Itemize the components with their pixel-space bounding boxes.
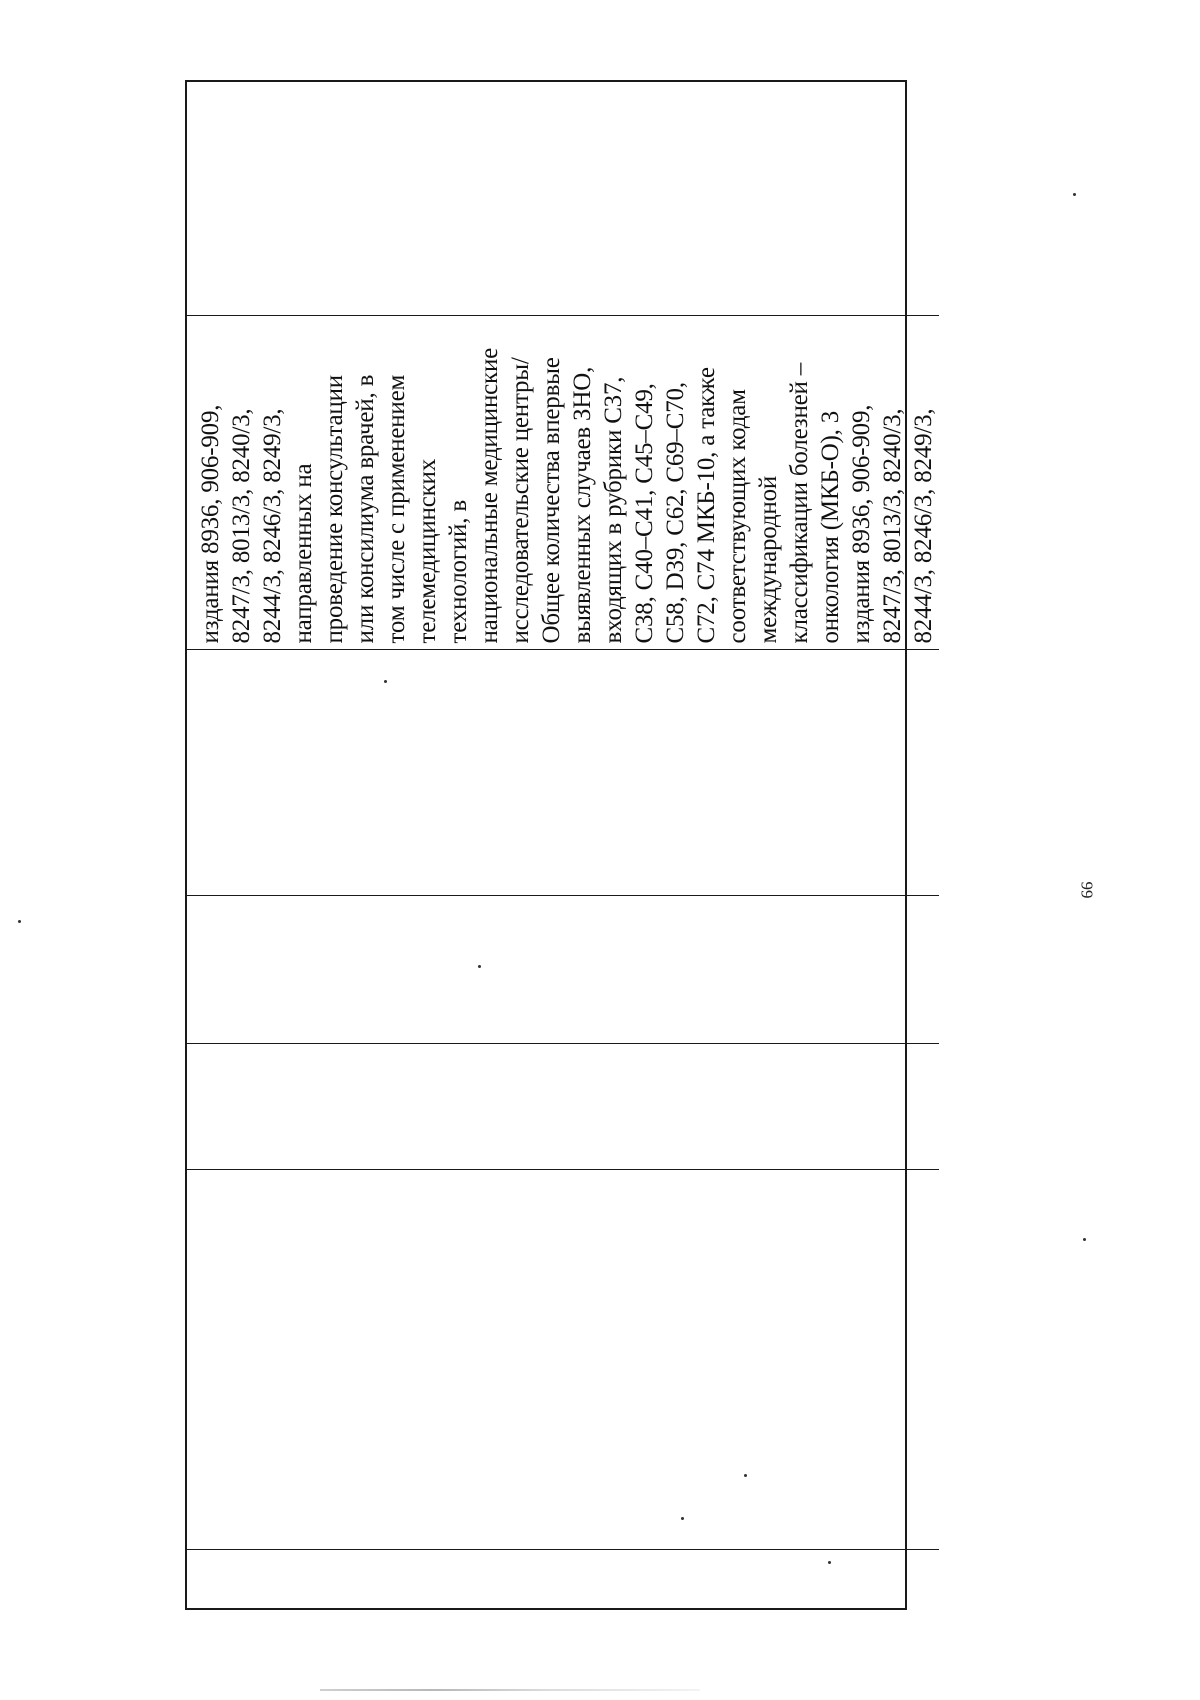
table-cell-description xyxy=(187,316,939,650)
table-cell-1 xyxy=(187,1550,939,1608)
data-table xyxy=(187,82,939,1608)
table-cell-7 xyxy=(187,82,939,316)
scan-speck xyxy=(681,1517,684,1520)
scan-speck xyxy=(384,680,387,683)
table-cell-5 xyxy=(187,650,939,896)
rotated-table-container xyxy=(187,82,937,1608)
scan-speck xyxy=(744,1474,747,1477)
scan-speck xyxy=(18,920,21,923)
indicator-description-text: издания 8936, 906-909, 8247/3, 8013/3, 8240/3, 8244/3, 8246/3, 8249/3, направленных на проведение консультации или консилиума врачей, в том числе с применением телемедицинских технологий, в национальные медицинские исследовательские центры/ Общее количества впервые выявленных случаев ЗНО, входящих в рубрики С37, С38, С40–С41, С45–С49, С58, D39, С62, С69–С70, С72, С74 МКБ-10, а также соответствующих кодам международной классификации болезней – онкология (МКБ-О), 3 издания 8936, 906-909, 8247/3, 8013/3, 8240/3, 8244/3, 8246/3, 8249/3, xyxy=(197,347,937,644)
scan-speck xyxy=(1073,193,1076,196)
scan-speck xyxy=(478,965,481,968)
table-row xyxy=(187,82,939,1608)
table-cell-4 xyxy=(187,896,939,1044)
scan-speck xyxy=(1083,1238,1086,1241)
data-table-frame xyxy=(185,80,937,1610)
table-cell-2 xyxy=(187,1170,939,1550)
page-number: 99 xyxy=(1077,881,1097,899)
table-cell-3 xyxy=(187,1044,939,1170)
scan-streak xyxy=(320,1689,700,1691)
scan-speck xyxy=(828,1561,831,1564)
